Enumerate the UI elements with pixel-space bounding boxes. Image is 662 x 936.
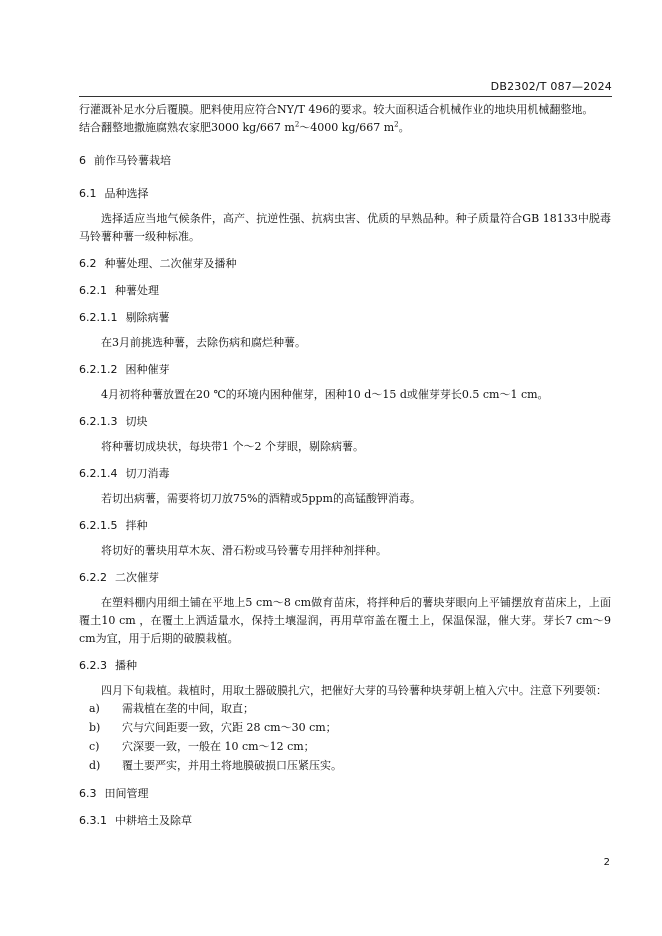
section-title: 品种选择 xyxy=(104,187,149,200)
superscript-2: 2 xyxy=(294,120,300,129)
section-6-2-1-4-heading xyxy=(79,465,611,483)
section-number: 6.3.1 xyxy=(79,814,107,827)
list-item xyxy=(79,757,611,775)
section-title: 拌种 xyxy=(125,519,148,532)
section-6-2-heading xyxy=(79,255,611,273)
section-title: 二次催芽 xyxy=(115,571,159,584)
section-number: 6.2.1.4 xyxy=(79,467,118,480)
section-6-2-2-text: 在塑料棚内用细土铺在平地上5 cm～8 cm做育苗床，将拌种后的薯块芽眼向上平铺摆放育苗床上，上面覆土10 cm ，在覆土上洒适量水，保持土壤湿润，再用草帘盖在覆土上，保温保湿，催大芽。芽长7 cm～9 cm为宜，用于后期的破膜栽植。 xyxy=(79,596,611,645)
superscript-2: 2 xyxy=(394,120,399,129)
page-number: 2 xyxy=(603,857,610,868)
section-title: 中耕培土及除草 xyxy=(115,814,192,827)
list-item xyxy=(79,700,611,718)
section-number: 6.1 xyxy=(79,187,97,200)
intro-paragraph xyxy=(79,101,611,137)
document-code-header: DB2302/T 087—2024 xyxy=(490,80,612,93)
section-6-2-1-1-heading xyxy=(79,309,611,327)
section-title: 种薯处理、二次催芽及播种 xyxy=(104,257,237,270)
section-6-heading xyxy=(79,152,611,170)
section-number: 6 xyxy=(79,154,86,167)
section-title: 切刀消毒 xyxy=(125,467,170,480)
section-title: 困种催芽 xyxy=(125,363,170,376)
section-number: 6.2.3 xyxy=(79,659,107,672)
section-number: 6.2 xyxy=(79,257,97,270)
list-item xyxy=(79,719,611,737)
section-6-2-3-heading xyxy=(79,657,611,675)
section-6-2-3-text: 四月下旬栽植。栽植时，用取土器破膜扎穴，把催好大芽的马铃薯种块芽朝上植入穴中。注意下列要领： xyxy=(101,684,607,697)
header-rule xyxy=(79,96,612,97)
list-marker: b) xyxy=(89,721,101,734)
list-marker: c) xyxy=(89,740,100,753)
section-6-2-1-3-text: 将种薯切成块状，每块带1 个～2 个芽眼，剔除病薯。 xyxy=(101,440,364,453)
section-6-2-1-4-text: 若切出病薯，需要将切刀放75%的酒精或5ppm的高锰酸钾消毒。 xyxy=(101,492,421,505)
section-6-1-heading xyxy=(79,185,611,203)
section-6-3-1-heading xyxy=(79,812,611,830)
section-6-2-1-heading xyxy=(79,282,611,300)
section-number: 6.2.1.2 xyxy=(79,363,118,376)
section-number: 6.2.1 xyxy=(79,284,107,297)
list-marker: a) xyxy=(89,702,100,715)
section-6-2-1-1-text: 在3月前挑选种薯，去除伤病和腐烂种薯。 xyxy=(101,336,306,349)
section-6-2-1-2-text: 4月初将种薯放置在20 ℃的环境内困种催芽，困种10 d～15 d或催芽芽长0.5 cm～1 cm。 xyxy=(101,388,549,401)
document-body xyxy=(79,101,611,830)
section-6-2-2-heading xyxy=(79,569,611,587)
section-6-2-1-5-heading xyxy=(79,517,611,535)
planting-requirements-list xyxy=(79,700,611,775)
section-number: 6.3 xyxy=(79,787,97,800)
section-number: 6.2.2 xyxy=(79,571,107,584)
section-6-2-1-3-heading xyxy=(79,413,611,431)
list-item-text: 需栽植在垄的中间，取直； xyxy=(122,702,254,715)
intro-line-2c: 。 xyxy=(398,121,410,134)
section-title: 种薯处理 xyxy=(115,284,159,297)
section-title: 播种 xyxy=(115,659,137,672)
section-title: 前作马铃薯栽培 xyxy=(94,154,171,167)
section-6-2-1-2-heading xyxy=(79,361,611,379)
intro-line-2b: ～4000 kg/667 m xyxy=(299,121,395,134)
section-title: 剔除病薯 xyxy=(125,311,170,324)
section-6-3-heading xyxy=(79,785,611,803)
list-item-text: 覆土要严实，并用土将地膜破损口压紧压实。 xyxy=(122,759,342,772)
intro-line-2a: 结合翻整地撒施腐熟农家肥3000 kg/667 m xyxy=(79,121,295,134)
section-title: 切块 xyxy=(125,415,148,428)
section-title: 田间管理 xyxy=(104,787,149,800)
list-item xyxy=(79,738,611,756)
list-marker: d) xyxy=(89,759,101,772)
section-number: 6.2.1.1 xyxy=(79,311,118,324)
section-number: 6.2.1.3 xyxy=(79,415,118,428)
intro-line-1: 行灌溉补足水分后覆膜。肥料使用应符合NY/T 496的要求。较大面积适合机械作业的地块用机械翻整地。 xyxy=(79,103,594,116)
list-item-text: 穴深要一致，一般在 10 cm～12 cm； xyxy=(122,740,315,753)
list-item-text: 穴与穴间距要一致，穴距 28 cm～30 cm； xyxy=(122,721,337,734)
section-number: 6.2.1.5 xyxy=(79,519,118,532)
section-6-1-text: 选择适应当地气候条件，高产、抗逆性强、抗病虫害、优质的早熟品种。种子质量符合GB 18133中脱毒马铃薯种薯一级种标准。 xyxy=(79,212,611,243)
section-6-2-1-5-text: 将切好的薯块用草木灰、滑石粉或马铃薯专用拌种剂拌种。 xyxy=(101,544,387,557)
